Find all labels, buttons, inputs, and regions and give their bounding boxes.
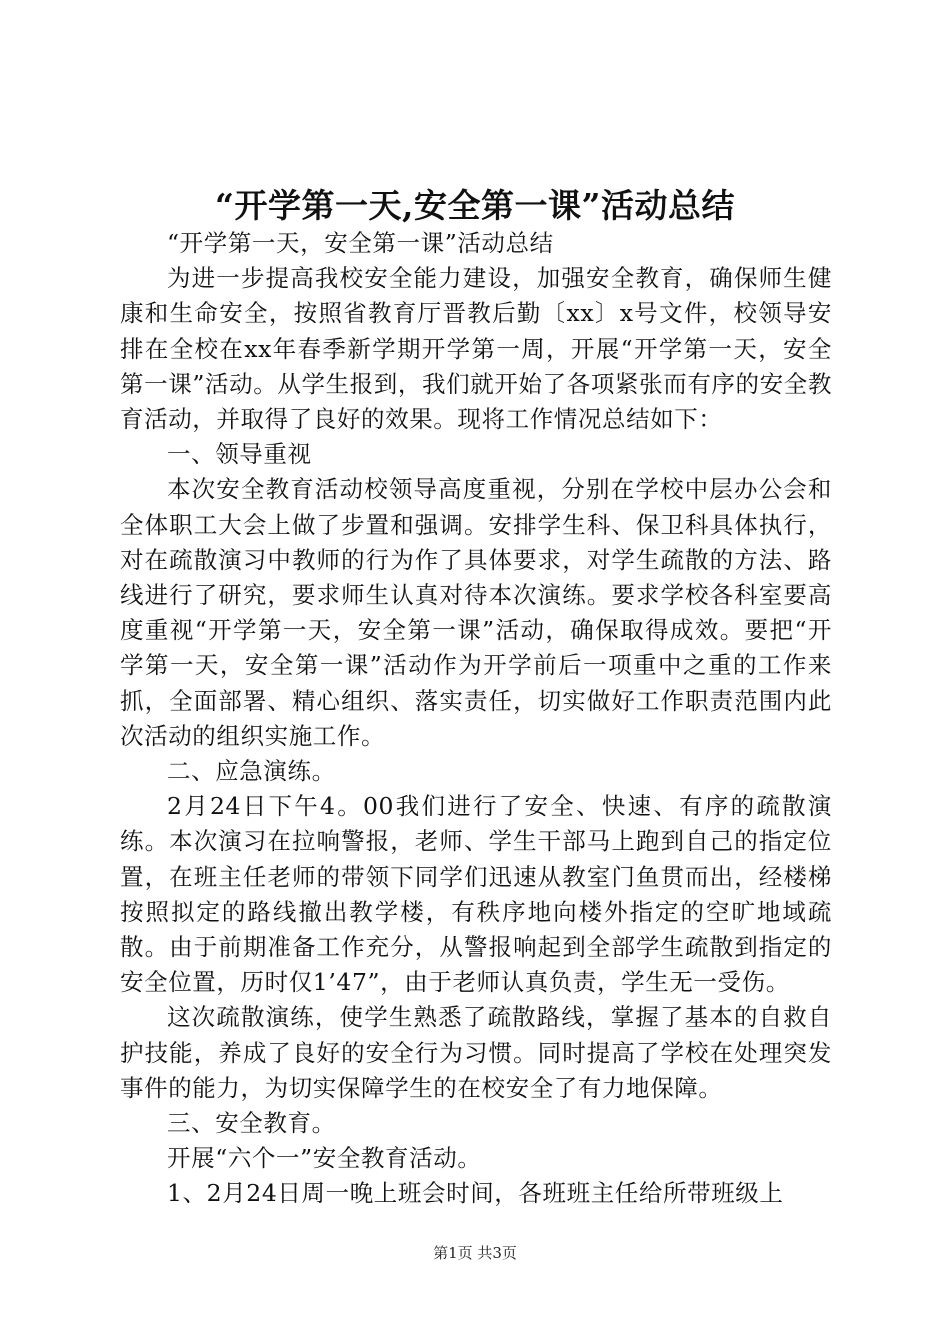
paragraph-item-1: 1、2月24日周一晚上班会时间，各班班主任给所带班级上 (167, 1179, 784, 1208)
section-heading-education: 三、安全教育。 (167, 1109, 336, 1138)
paragraph-intro: 为进一步提高我校安全能力建设，加强安全教育，确保师生健康和生命安全，按照省教育厅晋教后勤〔xx〕x号文件，校领导安排在全校在xx年春季新学期开学第一周，开展“开学第一天，安全第一课”活动。从学生报到，我们就开始了各项紧张而有序的安全教育活动，并取得了良好的效果。现将工作情况总结如下： (120, 264, 832, 434)
paragraph-drill: 2月24日下午4。00我们进行了安全、快速、有序的疏散演练。本次演习在拉响警报，老师、学生干部马上跑到自己的指定位置，在班主任老师的带领下同学们迅速从教室门鱼贯而出，经楼梯按照拟定的路线撤出教学楼，有秩序地向楼外指定的空旷地域疏散。由于前期准备工作充分，从警报响起到全部学生疏散到指定的安全位置，历时仅1’47”，由于老师认真负责，学生无一受伤。 (120, 792, 832, 997)
paragraph-leadership: 本次安全教育活动校领导高度重视，分别在学校中层办公会和全体职工大会上做了步置和强调。安排学生科、保卫科具体执行，对在疏散演习中教师的行为作了具体要求，对学生疏散的方法、路线进行了研究，要求师生认真对待本次演练。要求学校各科室要高度重视“开学第一天，安全第一课”活动，确保取得成效。要把“开学第一天，安全第一课”活动作为开学前后一项重中之重的工作来抓，全面部署、精心组织、落实责任，切实做好工作职责范围内此次活动的组织实施工作。 (120, 475, 832, 750)
page-number: 第1页 共3页 (433, 1244, 517, 1262)
paragraph-six-ones: 开展“六个一”安全教育活动。 (167, 1144, 482, 1173)
section-heading-leadership: 一、领导重视 (167, 440, 312, 469)
paragraph-subtitle: “开学第一天，安全第一课”活动总结 (167, 229, 554, 257)
document-body (120, 226, 832, 1212)
document-title: “开学第一天,安全第一课”活动总结 (215, 186, 735, 225)
section-heading-drill: 二、应急演练。 (167, 757, 336, 786)
paragraph-drill-result: 这次疏散演练，使学生熟悉了疏散路线，掌握了基本的自救自护技能，养成了良好的安全行为习惯。同时提高了学校在处理突发事件的能力，为切实保障学生的在校安全了有力地保障。 (120, 1003, 832, 1102)
